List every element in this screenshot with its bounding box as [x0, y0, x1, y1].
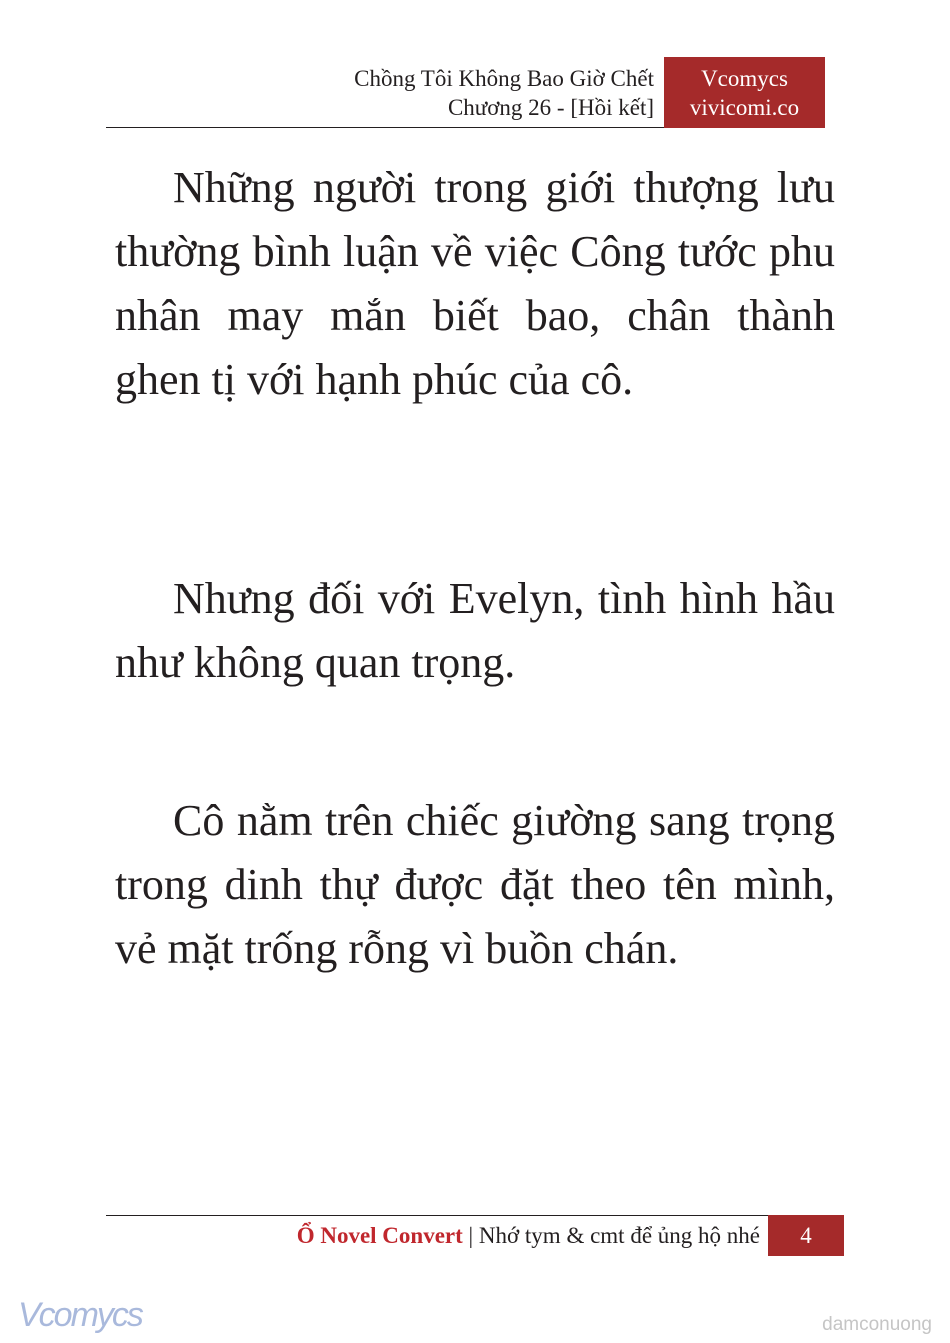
footer-credit	[297, 1221, 760, 1251]
footer-message: Nhớ tym & cmt để ủng hộ nhé	[478, 1223, 760, 1248]
footer-brand: Ổ Novel Convert	[296, 1223, 463, 1248]
chapter-header	[354, 64, 654, 122]
footer-separator: |	[462, 1223, 479, 1248]
watermark-text-right: damconuong	[822, 1314, 932, 1335]
watermark-logo-left: Vcomycs	[18, 1296, 142, 1334]
brand-site: vivicomi.co	[689, 95, 800, 120]
header-divider	[106, 127, 664, 128]
footer-divider	[106, 1215, 768, 1216]
paragraph-3: Cô nằm trên chiếc giường sang trọng trong dinh thự được đặt theo tên mình, vẻ mặt trống rỗng vì buồn chán.	[115, 796, 835, 973]
brand-badge	[664, 57, 825, 128]
brand-name: Vcomycs	[701, 66, 788, 91]
page-number: 4	[768, 1215, 844, 1256]
novel-title: Chồng Tôi Không Bao Giờ Chết	[354, 66, 654, 91]
chapter-title: Chương 26 - [Hồi kết]	[447, 95, 654, 120]
paragraph-1: Những người trong giới thượng lưu thường bình luận về việc Công tước phu nhân may mắn biết bao, chân thành ghen tị với hạnh phúc của cô.	[115, 163, 835, 404]
paragraph-2: Nhưng đối với Evelyn, tình hình hầu như không quan trọng.	[115, 574, 835, 687]
